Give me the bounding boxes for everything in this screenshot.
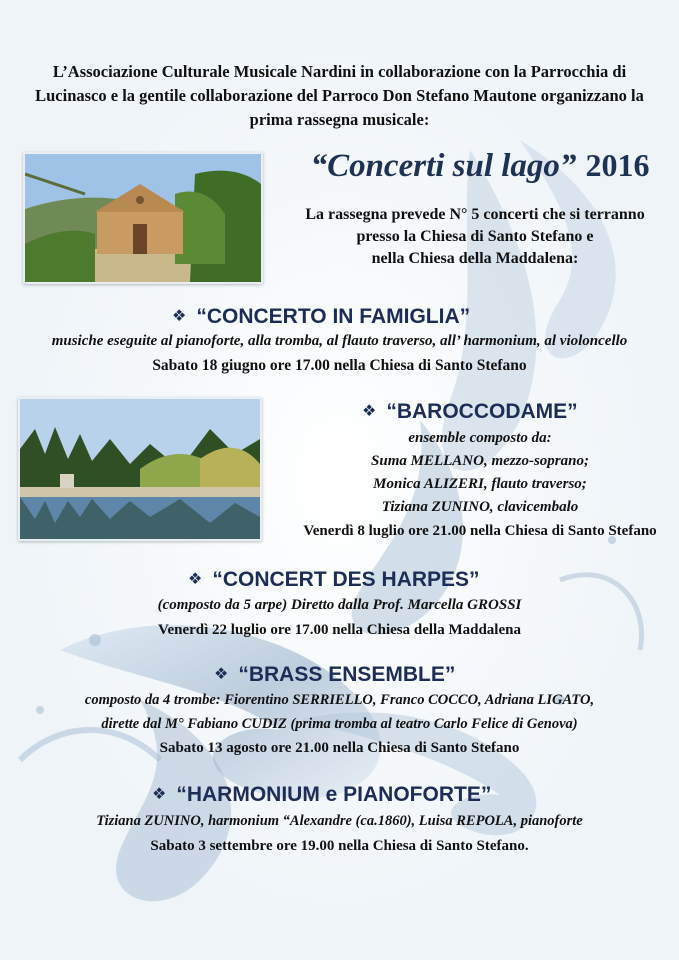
concert-date: Sabato 18 giugno ore 17.00 nella Chiesa di Santo Stefano (152, 357, 527, 374)
concert-title: ❖ “BAROCCODAME” (362, 400, 578, 423)
intro-line: L’Associazione Culturale Musicale Nardini in collaborazione con la Parrocchia di (52, 62, 627, 81)
intro-text (10, 60, 669, 132)
diamond-bullet-icon: ❖ (152, 786, 167, 803)
rassegna-line: La rassegna prevede N° 5 concerti che si terranno (305, 206, 645, 223)
concert-details: ensemble composto da: (408, 430, 552, 446)
church-photo (23, 152, 263, 284)
rassegna-description (275, 204, 675, 270)
concert-details: composto da 4 trombe: Fiorentino SERRIELLO, Franco COCCO, Adriana LIGATO, (84, 692, 595, 708)
concert-details: Tiziana ZUNINO, harmonium “Alexandre (ca.1860), Luisa REPOLA, pianoforte (96, 813, 583, 829)
concert-date: Sabato 13 agosto ore 21.00 nella Chiesa di Santo Stefano (159, 740, 520, 756)
concert-date: Venerdì 22 luglio ore 17.00 nella Chiesa della Maddalena (158, 622, 521, 638)
diamond-bullet-icon: ❖ (188, 571, 203, 588)
concert-title: ❖ “CONCERT DES HARPES” (188, 568, 480, 591)
concert-details: musiche eseguite al pianoforte, alla tromba, al flauto traverso, all’ harmonium, al violoncello (51, 333, 628, 349)
concert-title: ❖ “CONCERTO IN FAMIGLIA” (172, 305, 471, 328)
diamond-bullet-icon: ❖ (214, 666, 229, 683)
concert-details: dirette dal M° Fabiano CUDIZ (prima tromba al teatro Carlo Felice di Genova) (101, 716, 578, 732)
lake-photo (18, 397, 262, 541)
intro-line: prima rassegna musicale: (249, 110, 430, 129)
concert-details: Monica ALIZERI, flauto traverso; (373, 476, 587, 492)
diamond-bullet-icon: ❖ (172, 308, 187, 325)
rassegna-line: nella Chiesa della Maddalena: (371, 250, 579, 267)
concert-details: Tiziana ZUNINO, clavicembalo (381, 499, 579, 515)
festival-title (285, 142, 675, 188)
festival-year: 2016 (585, 147, 650, 183)
concert-title: ❖ “HARMONIUM e PIANOFORTE” (152, 783, 492, 806)
festival-name: “Concerti sul lago” (310, 148, 577, 184)
diamond-bullet-icon: ❖ (362, 403, 377, 420)
concert-date: Venerdì 8 luglio ore 21.00 nella Chiesa di Santo Stefano (303, 523, 657, 539)
rassegna-line: presso la Chiesa di Santo Stefano e (356, 228, 594, 245)
concert-details: (composto da 5 arpe) Diretto dalla Prof. Marcella GROSSI (157, 597, 522, 613)
concert-details: Suma MELLANO, mezzo-soprano; (371, 453, 589, 469)
concert-title: ❖ “BRASS ENSEMBLE” (214, 663, 456, 686)
intro-line: Lucinasco e la gentile collaborazione del Parroco Don Stefano Mautone organizzano la (35, 86, 644, 105)
concert-date: Sabato 3 settembre ore 19.00 nella Chiesa di Santo Stefano. (150, 838, 529, 854)
